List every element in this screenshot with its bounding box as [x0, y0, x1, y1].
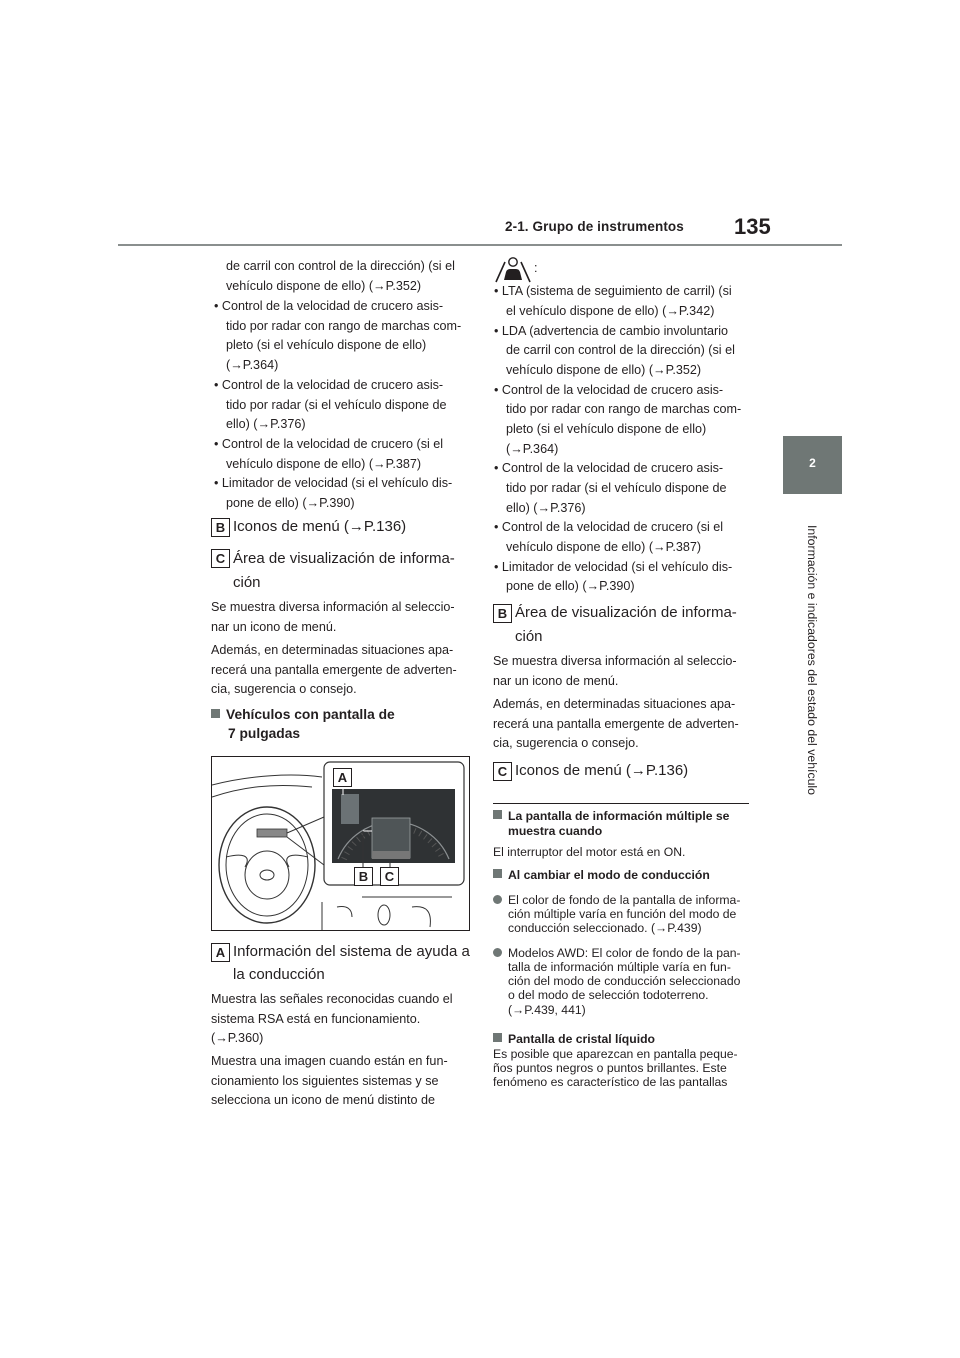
text-line: • Control de la velocidad de crucero asis- [214, 378, 444, 392]
callout-label-c: C [211, 549, 230, 568]
figure-label-c: C [380, 867, 399, 886]
text-line: tido por radar con rango de marchas com- [226, 319, 462, 333]
text-line: ello) (→P.376) [226, 417, 306, 431]
note-title: La pantalla de información múltiple se [493, 809, 729, 823]
heading-display-area-right: Área de visualización de informa- [515, 604, 737, 621]
note-text: fenómeno es característico de las pantallas [493, 1075, 728, 1089]
text-line: nar un icono de menú. [211, 620, 337, 634]
note-title: Al cambiar el modo de conducción [493, 868, 710, 882]
figure-label-a: A [333, 768, 352, 787]
circle-bullet-icon [493, 895, 502, 904]
text-line: pleto (si el vehículo dispone de ello) [226, 338, 427, 352]
square-bullet-icon [211, 709, 220, 718]
callout-label-a: A [211, 943, 230, 962]
page-number: 135 [734, 214, 771, 239]
text-line: (→P.364) [506, 442, 559, 456]
square-bullet-icon [493, 1033, 502, 1042]
text-line: • Limitador de velocidad (si el vehículo dis- [494, 560, 733, 574]
text-line: Además, en determinadas situaciones apa- [211, 643, 454, 657]
section-title: 2-1. Grupo de instrumentos [505, 219, 684, 234]
text-line: (→P.360) [211, 1031, 264, 1045]
text-line: tido por radar (si el vehículo dispone de [226, 398, 447, 412]
note-text: Es posible que aparezcan en pantalla peque- [493, 1047, 738, 1061]
text-line: nar un icono de menú. [493, 674, 619, 688]
heading-display-area-cont: ción [233, 574, 261, 591]
heading-display-area-right-cont: ción [515, 628, 543, 645]
cockpit-figure [211, 756, 470, 931]
text-line: Se muestra diversa información al seleccio- [493, 654, 737, 668]
text-line: ello) (→P.376) [506, 501, 586, 515]
note-text: ños puntos negros o puntos brillantes. Este [493, 1061, 727, 1075]
subheading-7-inch-cont: 7 pulgadas [228, 726, 301, 741]
note-text: El interruptor del motor está en ON. [493, 845, 686, 859]
text-line: cionamiento los siguientes sistemas y se [211, 1074, 439, 1088]
callout-label-c-right: C [493, 762, 512, 781]
note-bullet-line: (→P.439, 441) [508, 1003, 586, 1017]
text-line: de carril con control de la dirección) (si el [506, 343, 735, 357]
text-line: recerá una pantalla emergente de adverten- [211, 663, 457, 677]
chapter-number: 2 [809, 456, 816, 470]
note-title-cont: muestra cuando [508, 824, 603, 838]
text-line: de carril con control de la dirección) (si el [226, 259, 455, 273]
text-line: Además, en determinadas situaciones apa- [493, 697, 736, 711]
heading-driving-assist: Información del sistema de ayuda a [233, 943, 470, 960]
text-line: selecciona un icono de menú distinto de [211, 1093, 436, 1107]
heading-menu-icons-right: Iconos de menú (→P.136) [515, 762, 689, 779]
text-line: • Control de la velocidad de crucero asis- [494, 383, 724, 397]
note-bullet-line: talla de información múltiple varía en fun- [508, 960, 731, 974]
text-line: tido por radar con rango de marchas com- [506, 402, 742, 416]
icon-colon: : [534, 261, 538, 275]
note-bullet-line: o del modo de selección todoterreno. [508, 988, 709, 1002]
text-line: • Control de la velocidad de crucero asis- [494, 461, 724, 475]
text-line: pone de ello) (→P.390) [506, 579, 635, 593]
text-line: cia, sugerencia o consejo. [211, 682, 357, 696]
text-line: (→P.364) [226, 358, 279, 372]
text-line: Muestra las señales reconocidas cuando el [211, 992, 453, 1006]
text-line: el vehículo dispone de ello) (→P.342) [506, 304, 715, 318]
text-line: • LTA (sistema de seguimiento de carril) (si [494, 284, 732, 298]
text-line: • Control de la velocidad de crucero (si el [494, 520, 724, 534]
callout-label-b: B [211, 518, 230, 537]
text-line: vehículo dispone de ello) (→P.387) [506, 540, 702, 554]
circle-bullet-icon [493, 948, 502, 957]
note-bullet-line: conducción seleccionado. (→P.439) [508, 921, 702, 935]
lane-assist-icon [493, 256, 533, 284]
text-line: Se muestra diversa información al seleccio- [211, 600, 455, 614]
text-line: pone de ello) (→P.390) [226, 496, 355, 510]
subheading-7-inch: Vehículos con pantalla de [211, 705, 395, 725]
text-line: cia, sugerencia o consejo. [493, 736, 639, 750]
square-bullet-icon [493, 810, 502, 819]
header-rule [118, 244, 842, 246]
chapter-title-vertical [804, 505, 820, 815]
text-line: • LDA (advertencia de cambio involuntario [494, 324, 729, 338]
text-line: vehículo dispone de ello) (→P.352) [226, 279, 422, 293]
notes-rule [493, 803, 749, 804]
text-line: tido por radar (si el vehículo dispone de [506, 481, 727, 495]
note-bullet: Modelos AWD: El color de fondo de la pan- [493, 946, 741, 960]
note-bullet-line: ción múltiple varía en función del modo de [508, 907, 737, 921]
text-line: pleto (si el vehículo dispone de ello) [506, 422, 707, 436]
text-line: • Control de la velocidad de crucero (si el [214, 437, 444, 451]
figure-label-b: B [354, 867, 373, 886]
heading-menu-icons: Iconos de menú (→P.136) [233, 518, 407, 535]
chapter-title: Información e indicadores del estado del vehículo [805, 524, 819, 796]
square-bullet-icon [493, 869, 502, 878]
note-bullet-line: ción del modo de conducción seleccionado [508, 974, 741, 988]
callout-label-b-right: B [493, 604, 512, 623]
text-line: • Limitador de velocidad (si el vehículo dis- [214, 476, 453, 490]
text-line: vehículo dispone de ello) (→P.352) [506, 363, 702, 377]
heading-display-area: Área de visualización de informa- [233, 550, 455, 567]
note-bullet: El color de fondo de la pantalla de informa- [493, 893, 740, 907]
text-line: Muestra una imagen cuando están en fun- [211, 1054, 448, 1068]
heading-driving-assist-cont: la conducción [233, 966, 325, 983]
text-line: recerá una pantalla emergente de adverten- [493, 717, 739, 731]
note-title: Pantalla de cristal líquido [493, 1032, 655, 1046]
text-line: • Control de la velocidad de crucero asis- [214, 299, 444, 313]
text-line: vehículo dispone de ello) (→P.387) [226, 457, 422, 471]
text-line: sistema RSA está en funcionamiento. [211, 1012, 421, 1026]
